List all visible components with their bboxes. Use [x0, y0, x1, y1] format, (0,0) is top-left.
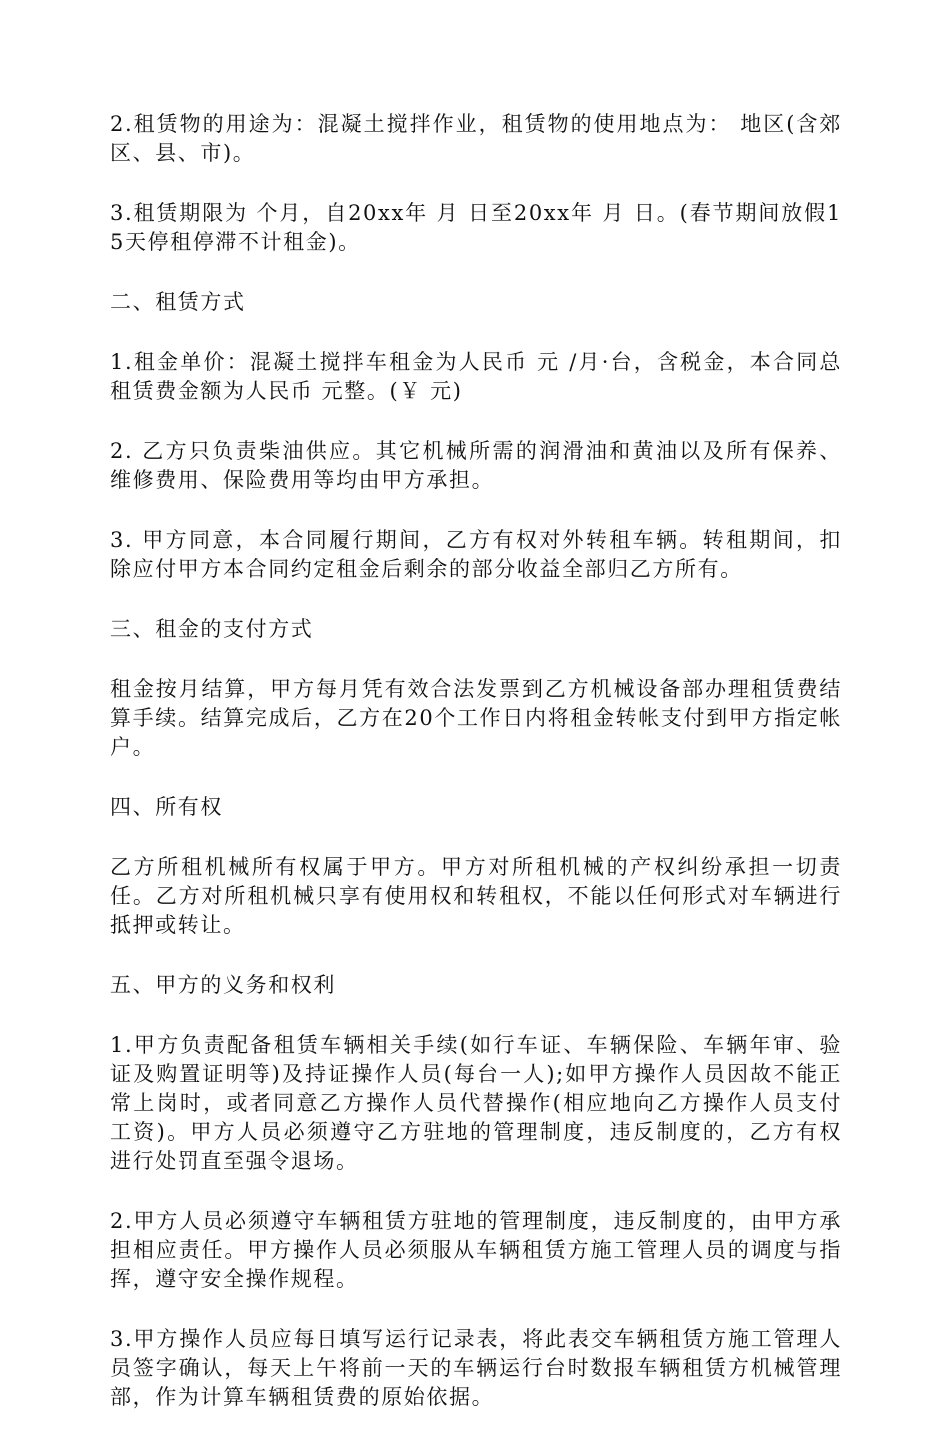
section-heading-party-a-duties: 五、甲方的义务和权利 [110, 973, 336, 997]
paragraph-sublease: 3. 甲方同意，本合同履行期间，乙方有权对外转租车辆。转租期间，扣除应付甲方本合同约定租金后剩余的部分收益全部归乙方所有。 [110, 528, 842, 581]
paragraph-diesel-supply: 2. 乙方只负责柴油供应。其它机械所需的润滑油和黄油以及所有保养、维修费用、保险费用等均由甲方承担。 [110, 439, 842, 492]
paragraph-rent-price: 1.租金单价：混凝土搅拌车租金为人民币 元 /月·台，含税金，本合同总租赁费金额为人民币 元整。(￥ 元) [110, 350, 842, 403]
section-heading-lease-method: 二、租赁方式 [110, 290, 246, 314]
section-heading-payment: 三、租金的支付方式 [110, 617, 314, 641]
paragraph-ownership: 乙方所租机械所有权属于甲方。甲方对所租机械的产权纠纷承担一切责任。乙方对所租机械只享有使用权和转租权，不能以任何形式对车辆进行抵押或转让。 [110, 855, 842, 937]
paragraph-party-a-duty-1: 1.甲方负责配备租赁车辆相关手续(如行车证、车辆保险、车辆年审、验证及购置证明等)及持证操作人员(每台一人);如甲方操作人员因故不能正常上岗时，或者同意乙方操作人员代替操作(相应地向乙方操作人员支付工资)。甲方人员必须遵守乙方驻地的管理制度，违反制度的，乙方有权进行处罚直至强令退场。 [110, 1033, 842, 1173]
document-body [110, 110, 842, 1443]
paragraph-payment-terms: 租金按月结算，甲方每月凭有效合法发票到乙方机械设备部办理租赁费结算手续。结算完成后，乙方在20个工作日内将租金转帐支付到甲方指定帐户。 [110, 677, 842, 759]
paragraph-lease-term: 3.租赁期限为 个月，自20xx年 月 日至20xx年 月 日。(春节期间放假15天停租停滞不计租金)。 [110, 201, 842, 254]
section-heading-ownership: 四、所有权 [110, 795, 223, 819]
paragraph-usage: 2.租赁物的用途为：混凝土搅拌作业，租赁物的使用地点为： 地区(含郊区、县、市)。 [110, 112, 842, 165]
paragraph-party-a-duty-3: 3.甲方操作人员应每日填写运行记录表，将此表交车辆租赁方施工管理人员签字确认，每天上午将前一天的车辆运行台时数报车辆租赁方机械管理部，作为计算车辆租赁费的原始依据。 [110, 1327, 842, 1409]
paragraph-party-a-duty-2: 2.甲方人员必须遵守车辆租赁方驻地的管理制度，违反制度的，由甲方承担相应责任。甲方操作人员必须服从车辆租赁方施工管理人员的调度与指挥，遵守安全操作规程。 [110, 1209, 842, 1291]
